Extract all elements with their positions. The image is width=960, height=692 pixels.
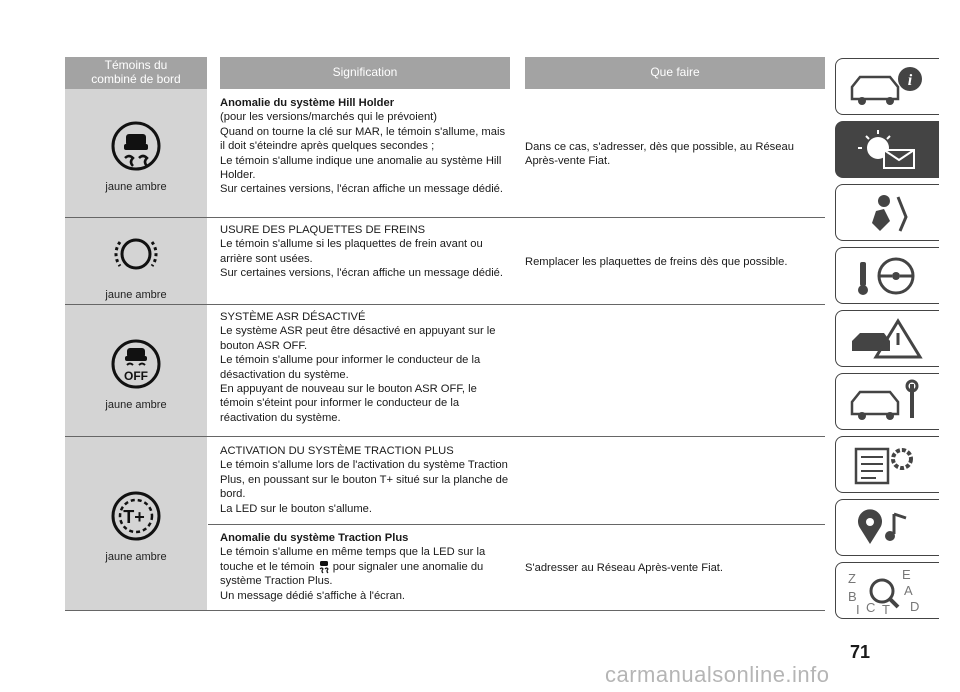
row-title: Anomalie du système Traction Plus [220,532,409,544]
side-tab-safety[interactable] [835,184,939,241]
emergency-triangle-icon [846,315,926,363]
traction-plus-icon-text: T+ [123,507,145,527]
table-row-asr-description [220,310,510,425]
table-row-hill-holder-icon-cell [65,120,207,193]
row-line-part: pour signaler une anomalie du [332,560,484,573]
row-line-part: touche et le témoin [220,560,315,573]
table-row-traction-plus-icon-cell [65,490,207,563]
table-row-traction-plus-description [220,444,510,516]
specifications-gear-icon [846,441,926,489]
row-line: Sur certaines versions, l'écran affiche un message dédié. [220,183,504,196]
car-wrench-icon [846,378,926,426]
row-line [220,560,510,574]
row-title: ACTIVATION DU SYSTÈME TRACTION PLUS [220,445,454,457]
row-action-text: Dans ce cas, s'adresser, dès que possible, au Réseau Après-vente Fiat. [525,141,794,168]
table-row-asr-off-icon-cell [65,338,207,411]
car-info-icon [846,63,926,111]
asr-off-icon-text: OFF [124,369,148,383]
row-line: Quand on tourne la clé sur MAR, le témoin s'allume, mais il doit s'éteindre après quelques secondes ; [220,125,506,153]
index-letter: Z [848,571,856,586]
brake-pad-wear-icon [110,228,162,280]
row-line: (pour les versions/marchés qui le prévoient) [220,111,438,124]
index-letter: B [848,589,857,604]
watermark: carmanualsonline.info [605,662,830,687]
side-tab-emergency[interactable] [835,310,939,367]
side-tab-maintenance[interactable] [835,373,939,430]
asr-off-icon [110,338,162,390]
side-tab-car-info[interactable] [835,58,939,115]
table-row-traction-plus-fault-description [220,531,510,603]
table-row-hill-holder-description [220,96,510,197]
hill-holder-warning-icon [110,120,162,172]
index-letter: I [856,602,860,615]
page-number: 71 [850,642,871,662]
index-letter: A [904,583,913,598]
row-divider [65,217,825,218]
index-letter: T [882,602,890,615]
row-action-text: S'adresser au Réseau Après-vente Fiat. [525,562,724,574]
row-line: Sur certaines versions, l'écran affiche un message dédié. [220,267,504,280]
row-action-text: Remplacer les plaquettes de freins dès que possible. [525,256,788,268]
icon-color-label: jaune ambre [105,289,167,301]
row-divider [65,304,825,305]
airbag-seat-icon [846,189,926,237]
row-line: Le témoin s'allume indique une anomalie au système Hill Holder. [220,154,502,182]
row-divider [208,524,825,525]
row-title: Anomalie du système Hill Holder [220,97,395,109]
side-tab-warning-lights[interactable] [835,121,939,178]
header-meaning: Signification [220,57,510,89]
index-letter: C [866,600,876,615]
alphabetical-index-icon [846,567,926,615]
header-action: Que faire [525,57,825,89]
row-line: système Traction Plus. [220,575,333,588]
table-row-brake-pads-icon-cell [65,228,207,301]
row-divider [65,610,825,611]
row-divider [65,436,825,437]
svg-text:i: i [907,72,913,89]
icon-color-label: jaune ambre [105,181,167,193]
traction-plus-icon [110,490,162,542]
icon-color-label: jaune ambre [105,551,167,563]
multimedia-music-icon [846,504,926,552]
row-title: USURE DES PLAQUETTES DE FREINS [220,224,426,236]
row-line: Le témoin s'allume en même temps que la LED sur la [220,546,486,559]
side-tab-multimedia[interactable] [835,499,939,556]
row-line: Le système ASR peut être désactivé en appuyant sur le bouton ASR OFF. [220,325,496,352]
row-line: La LED sur le bouton s'allume. [220,502,373,515]
icon-color-label: jaune ambre [105,399,167,411]
row-line: Le témoin s'allume si les plaquettes de frein avant ou arrière sont usées. [220,238,483,265]
row-line: Un message dédié s'affiche à l'écran. [220,589,406,602]
side-tab-starting-driving[interactable] [835,247,939,304]
warning-light-message-icon [846,126,926,174]
key-steering-wheel-icon [846,252,926,300]
side-tab-specifications[interactable] [835,436,939,493]
hill-holder-warning-small-icon [318,560,330,574]
row-title: SYSTÈME ASR DÉSACTIVÉ [220,311,366,323]
table-row-brake-pads-description [220,223,510,281]
header-warning-lights: Témoins du combiné de bord [65,57,207,89]
index-letter: E [902,567,911,582]
index-letter: D [910,599,920,614]
row-line: Le témoin s'allume lors de l'activation du système Traction Plus, en poussant sur le bouton T+ situé sur la planche de bord. [220,459,509,501]
row-line: En appuyant de nouveau sur le bouton ASR OFF, le témoin s'éteint pour informer le conducteur de la réactivation du système. [220,383,477,424]
side-tab-index[interactable] [835,562,939,619]
row-line: Le témoin s'allume pour informer le conducteur de la désactivation du système. [220,354,481,381]
